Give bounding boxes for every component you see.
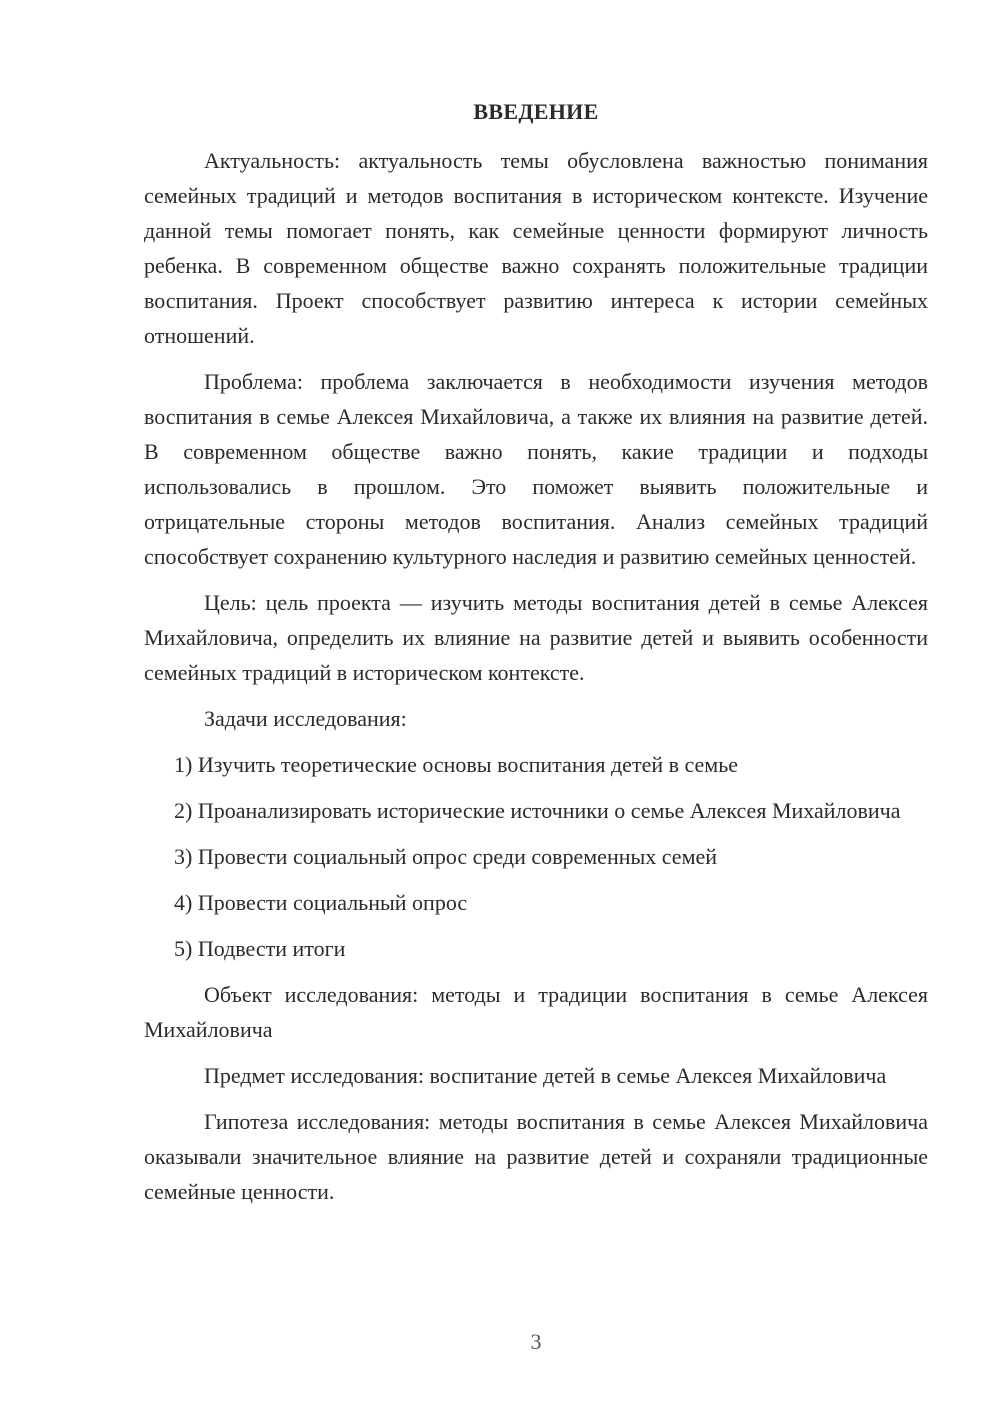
page-number: 3: [530, 1329, 542, 1354]
task-item-4: 4) Провести социальный опрос: [174, 890, 468, 915]
subject-paragraph: Предмет исследования: воспитание детей в семье Алексея Михайловича: [204, 1063, 887, 1088]
task-item-3: 3) Провести социальный опрос среди современных семей: [174, 844, 718, 869]
hypothesis-paragraph: Гипотеза исследования: методы воспитания в семье Алексея Михайловича оказывали значительное влияние на развитие детей и сохраняли традиционные семейные ценности.: [144, 1109, 928, 1204]
task-item-1: 1) Изучить теоретические основы воспитания детей в семье: [174, 752, 739, 777]
goal-paragraph: Цель: цель проекта — изучить методы воспитания детей в семье Алексея Михайловича, определить их влияние на развитие детей и выявить особенности семейных традиций в историческом контексте.: [144, 590, 928, 685]
task-item-2: 2) Проанализировать исторические источники о семье Алексея Михайловича: [174, 798, 901, 823]
problem-paragraph: Проблема: проблема заключается в необходимости изучения методов воспитания в семье Алексея Михайловича, а также их влияния на развитие детей. В современном обществе важно понять, какие традиции и подходы использовались в прошлом. Это поможет выявить положительные и отрицательные стороны методов воспитания. Анализ семейных традиций способствует сохранению культурного наследия и развитию семейных ценностей.: [144, 369, 928, 569]
tasks-intro: Задачи исследования:: [204, 706, 407, 731]
task-item-5: 5) Подвести итоги: [174, 936, 346, 961]
object-paragraph: Объект исследования: методы и традиции воспитания в семье Алексея Михайловича: [144, 982, 928, 1042]
page-content: [144, 94, 928, 1220]
section-heading: ВВЕДЕНИЕ: [473, 99, 599, 124]
relevance-paragraph: Актуальность: актуальность темы обусловлена важностью понимания семейных традиций и методов воспитания в историческом контексте. Изучение данной темы помогает понять, как семейные ценности формируют личность ребенка. В современном обществе важно сохранять положительные традиции воспитания. Проект способствует развитию интереса к истории семейных отношений.: [144, 148, 928, 348]
